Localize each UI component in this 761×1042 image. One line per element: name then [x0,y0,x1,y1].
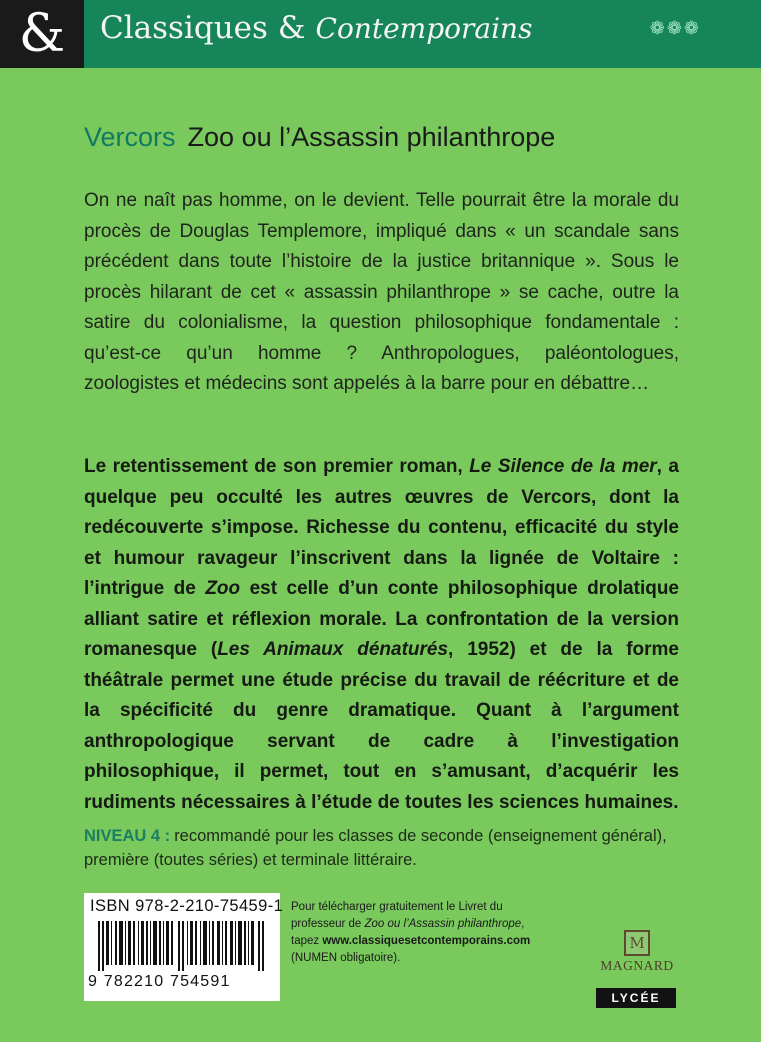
italic-title-silence: Le Silence de la mer [469,456,657,477]
series-header-band [0,0,761,68]
series-ampersand: & [277,10,306,46]
series-title [100,8,532,49]
magnard-m-icon: M [624,930,650,956]
publisher-logo [596,930,678,974]
flower-dots-icon: ❁❁❁ [649,18,701,38]
barcode [84,893,284,1001]
series-contemporains: Contemporains [315,12,533,45]
lycee-badge: LYCÉE [596,988,676,1008]
barcode-bars [90,921,274,971]
book-heading [84,122,555,153]
website-link: www.classiquesetcontemporains.com [322,935,531,947]
italic-title-zoo: Zoo [205,578,241,599]
barcode-number: 9 782210 754591 [88,973,231,990]
book-title: Zoo ou l’Assassin philanthrope [187,122,556,152]
level-text: recommandé pour les classes de seconde (enseignement général), première (toutes séries) et terminale littéraire. [84,827,667,869]
level-label: NIVEAU 4 : [84,827,171,845]
presentation-paragraph: Le retentissement de son premier roman, Le Silence de la mer, a quelque peu occulté les autres œuvres de Vercors, dont la redécouverte s’impose. Richesse du contenu, efficacité du style et humour ravageur l’inscrivent dans la lignée de Voltaire : l’intrigue de Zoo est celle d’un conte philosophique drolatique alliant satire et réflexion morale. La confrontation de la version romanesque (Les Animaux dénaturés, 1952) et de la forme théâtrale permet une étude précise du travail de réécriture et de la spécificité du genre dramatique. Quant à l’argument anthropologique servant de cadre à l’investigation philosophique, il permet, tout en s’amusant, d’acquérir les rudiments nécessaires à l’étude de toutes les sciences humaines. [84,456,679,813]
summary-paragraph: On ne naît pas homme, on le devient. Telle pourrait être la morale du procès de Douglas Templemore, impliqué dans « un scandale sans précédent dans toute l’histoire de la justice britannique ». Sous le procès hilarant de cet « assassin philanthrope » se cache, outre la satire du colonialisme, la question philosophique fondamentale : qu’est-ce qu’un homme ? Anthropologues, paléontologues, zoologistes et médecins sont appelés à la barre pour en débattre… [84,190,679,394]
publisher-name: MAGNARD [600,958,674,973]
isbn-text: ISBN 978-2-210-75459-1 [90,897,284,915]
italic-title-animaux: Les Animaux dénaturés [217,639,449,660]
level-note [84,824,679,872]
series-classiques: Classiques [100,10,268,46]
info-book-title: Zoo ou l’Assassin philanthrope [364,918,522,930]
ampersand-logo: & [0,0,84,68]
download-info: Pour télécharger gratuitement le Livret du professeur de Zoo ou l’Assassin philanthrope, tapez www.classiquesetcontemporains.com (NUMEN obligatoire). [291,901,531,964]
author-name: Vercors [84,122,176,152]
